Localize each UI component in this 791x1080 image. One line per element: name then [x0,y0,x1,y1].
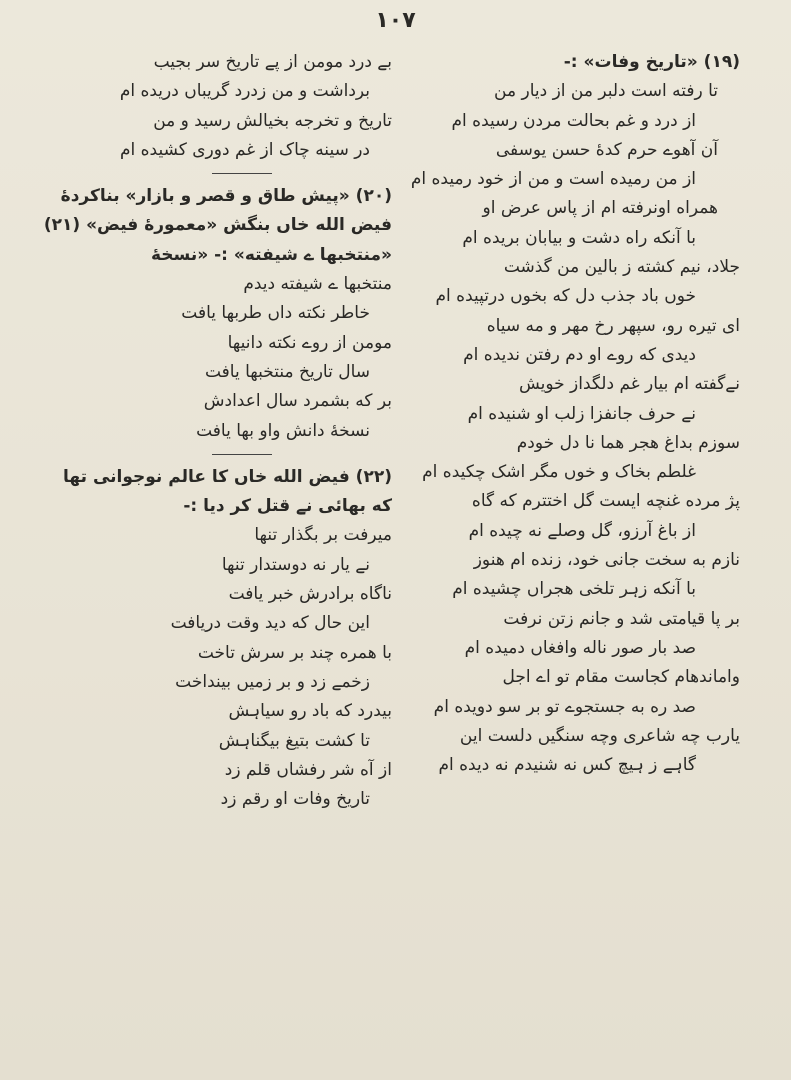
verse-line: واماندهام کجاست مقام تو اے اجل [502,667,740,688]
verse-line: از باغ آرزو، گل وصلے نه چیده ام [468,520,696,541]
verse-line: زخمے زد و بر زمیں بینداخت [175,671,370,692]
verse-line: نے یار نه دوستدار تنها [221,554,370,575]
verse-line: نسخهٔ دانش واو بها یافت [196,420,370,441]
verse-line: تا کشت بتیغ بیگناہش [218,730,370,751]
verse-line: از آه شر رفشاں قلم زد [224,759,392,780]
verse-line: صد بار صور ناله وافغاں دمیده ام [464,637,696,658]
verse-line: بیدرد که باد رو سیاہش [228,701,392,722]
verse-line: بر پا قیامتی شد و جانم زتن نرفت [503,608,740,629]
verse-line: صد ره به جستجوے تو بر سو دویده ام [433,696,696,717]
section-heading-line: (۲۰) «پیش طاق و قصر و بازار» بناکردهٔ [60,186,392,207]
section-heading-line: «منتخبها ے شیفته» :- «نسخهٔ [150,244,392,265]
verse-line: نازم به سخت جانی خود، زنده ام هنوز [473,550,740,571]
verse-line: در سینه چاک از غم دوری کشیده ام [119,139,370,160]
verse-line: این حال که دید وقت دریافت [170,613,370,634]
verse-line: مومن از روے نکته دانیها [227,332,392,353]
verse-line: غلطم بخاک و خوں مگر اشک چکیده ام [422,462,696,483]
verse-line: بے درد مومن از پے تاریخ سر بجیب [153,52,392,72]
verse-line: پژ مرده غنچه ایست گل اختترم که گاه [471,491,740,512]
verse-line: بر که بشمرد سال اعدادش [203,391,392,412]
verse-line: آن آهوے حرم کدهٔ حسن یوسفی [495,139,718,160]
section-heading-line: (۲۲) فیض الله خاں کا عالم نوجوانی تها [63,466,392,487]
verse-line: تا رفته است دلبر من از دیار من [494,81,718,102]
verse-line: خاطر نکته داں طربها یافت [181,303,370,324]
section-divider [212,159,272,174]
verse-line: یارب چه شاعری وچه سنگیں دلست این [459,725,740,746]
verse-line: از من رمیده است و من از خود رمیده ام [410,169,696,190]
section-divider [212,440,272,455]
verse-line: با آنکه راه دشت و بیابان بریده ام [462,227,696,248]
verse-line: تاریخ و تخرجه بخیالش رسید و من [153,110,392,131]
verse-line: خوں باد جذب دل که بخوں درتپیده ام [435,286,696,307]
verse-line: جلاد، نیم کشته ز بالین من گذشت [503,257,740,278]
verse-line: منتخبها ے شیفته دیدم [243,274,392,295]
page-number: ۱۰۷ [375,8,416,33]
verse-line: با آنکه زہر تلخی هجراں چشیده ام [452,579,696,600]
verse-line: دیدی که روے او دم رفتن ندیده ام [463,344,696,365]
section-heading-line: فیض الله خاں بنگش «معمورهٔ فیض» (۲۱) [43,215,392,236]
verse-line: برداشت و من زدرد گریباں دریده ام [119,81,370,102]
left-column [43,48,392,814]
section-heading-line: که بهائی نے قتل کر دیا :- [183,496,392,517]
verse-line: سوزم بداغ هجر هما نا دل خودم [516,432,740,453]
verse-line: تاریخ وفات او رقم زد [220,789,370,810]
verse-line: میرفت بر بگذار تنها [254,525,392,546]
verse-line: از درد و غم بحالت مردن رسیده ام [451,110,696,131]
verse-line: با همره چند بر سرش تاخت [197,642,392,663]
right-column [410,48,740,780]
verse-line: ای تیره رو، سپهر رخ مهر و مه سیاه [486,315,740,336]
verse-line: همراه اونرفته ام از پاس عرض او [482,198,718,219]
verse-line: نے حرف جانفزا زلب او شنیده ام [467,403,696,424]
verse-line: نےگفته ام بیار غم دلگداز خویش [518,374,740,395]
verse-line: سال تاریخ منتخبها یافت [204,361,370,382]
verse-line: گاہے ز ہیچ کس نه شنیدم نه دیده ام [438,755,696,776]
verse-line: ناگاه برادرش خبر یافت [228,584,392,605]
section-heading-line: (۱۹) «تاریخ وفات» :- [563,52,740,72]
